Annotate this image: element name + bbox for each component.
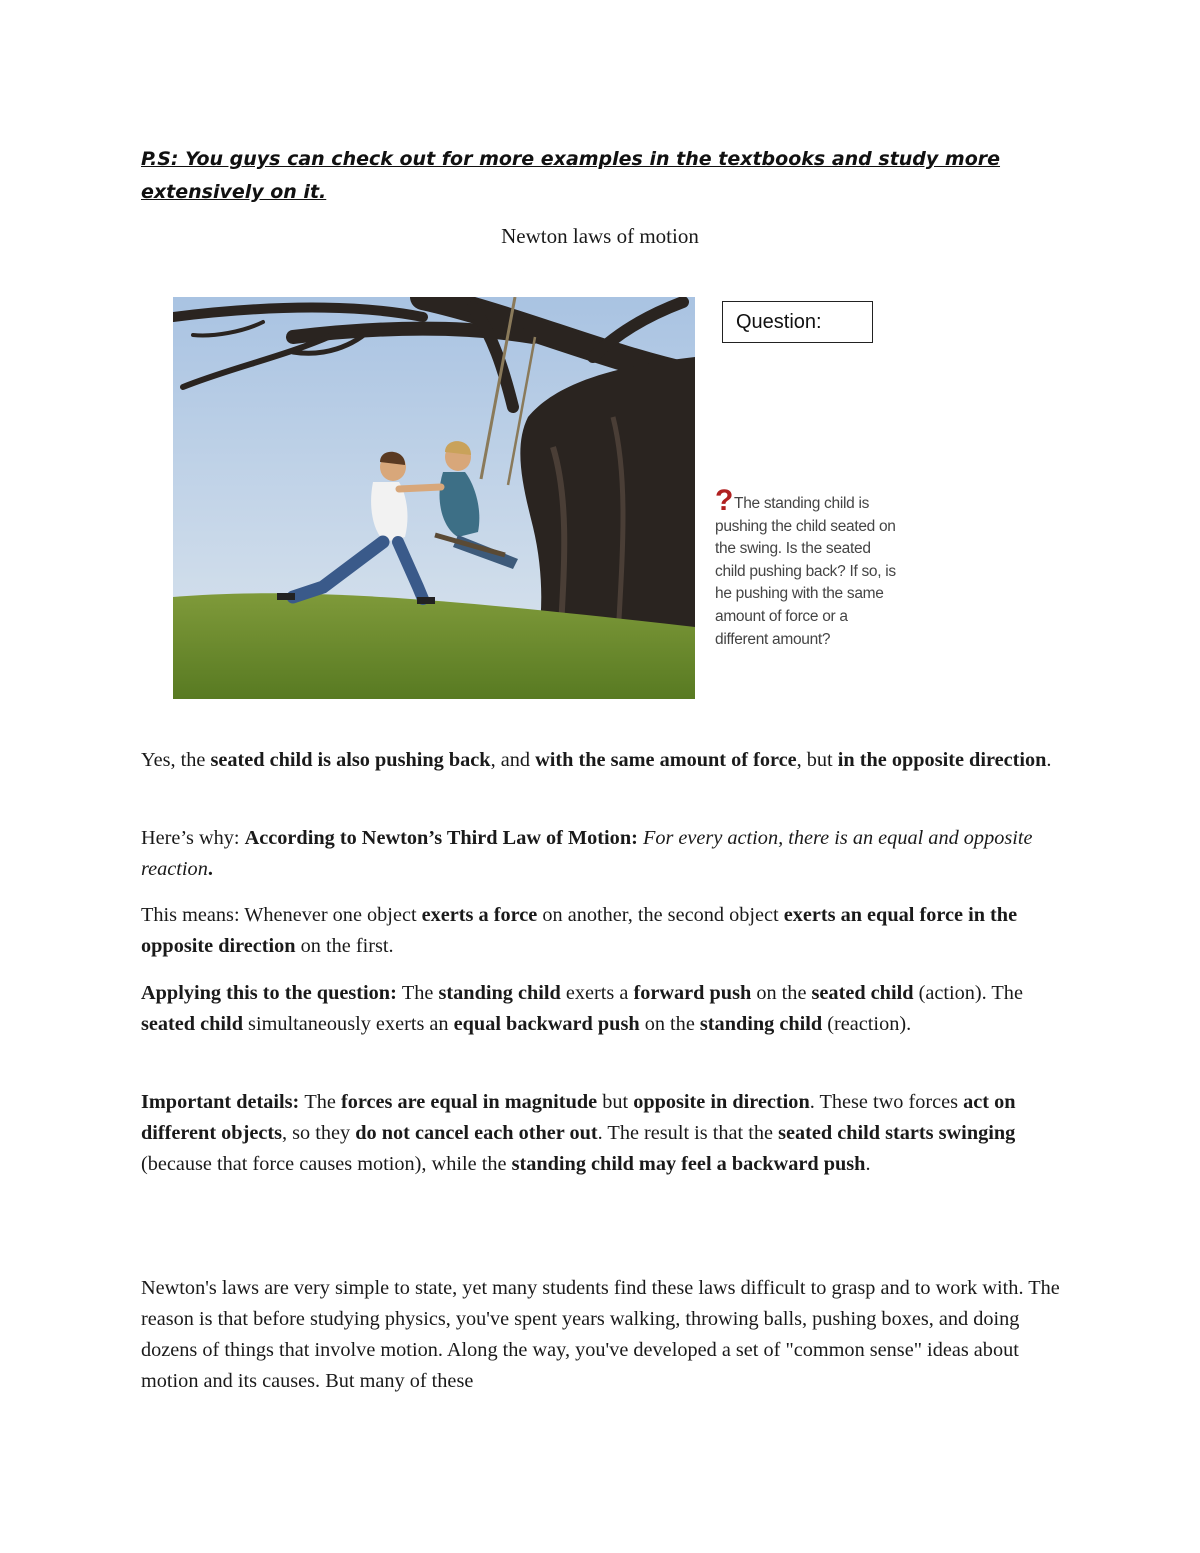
- text-run: forward push: [633, 982, 752, 1004]
- text-run: seated child: [811, 982, 914, 1004]
- text-run: .: [207, 858, 213, 880]
- text-run: act on different objects: [141, 1091, 1016, 1144]
- text-run: Applying this to the question:: [141, 982, 402, 1004]
- text-run: forces are equal in magnitude: [340, 1091, 598, 1113]
- figure-question: [715, 484, 900, 651]
- text-run: on another, the second object: [537, 904, 784, 926]
- figure-question-text: The standing child is pushing the child seated on the swing. Is the seated child pushing back? If so, is he pushing with the same amount of force or a different amount?: [715, 495, 896, 648]
- text-run: seated child starts swinging: [778, 1122, 1016, 1144]
- text-run: exerts a: [560, 982, 634, 1004]
- text-run: This means: Whenever one object: [141, 904, 422, 926]
- text-run: The: [304, 1091, 341, 1113]
- text-run: (because that force causes motion), while the: [141, 1153, 512, 1175]
- answer-paragraph: [141, 745, 1061, 776]
- text-run: equal backward push: [453, 1013, 640, 1035]
- text-run: in the opposite direction: [837, 749, 1047, 771]
- text-run: do not cancel each other out: [355, 1122, 598, 1144]
- text-run: with the same amount of force: [535, 749, 797, 771]
- question-box-label: Question:: [736, 311, 822, 333]
- text-run: seated child: [141, 1013, 243, 1035]
- text-run: , and: [490, 749, 536, 771]
- text-run: standing child may feel a backward push: [511, 1153, 866, 1175]
- text-run: opposite in direction: [633, 1091, 810, 1113]
- means-paragraph: [141, 900, 1061, 962]
- why-paragraph: [141, 823, 1061, 885]
- text-run: Here’s why:: [141, 827, 245, 849]
- text-run: on the: [639, 1013, 700, 1035]
- text-run: (action). The: [913, 982, 1023, 1004]
- text-run: .: [1046, 749, 1052, 771]
- ps-note: P.S: You guys can check out for more examples in the textbooks and study more extensively on it.: [141, 148, 1001, 203]
- page-title: Newton laws of motion: [501, 224, 699, 248]
- closing-paragraph: [141, 1273, 1061, 1397]
- text-run: For every action, there is an equal and opposite reaction: [141, 827, 1033, 880]
- applying-paragraph: [141, 978, 1061, 1040]
- question-box: [722, 301, 873, 343]
- text-run: Newton's laws are very simple to state, yet many students find these laws difficult to grasp and to work with. The reason is that before studying physics, you've spent years walking, throwing balls, pushing boxes, and doing dozens of things that involve motion. Along the way, you've developed a set of "common sense" ideas about motion and its causes. But many of these: [141, 1277, 1060, 1392]
- text-run: . The result is that the: [597, 1122, 779, 1144]
- text-run: exerts an equal force in the opposite direction: [141, 904, 1018, 957]
- text-run: simultaneously exerts an: [242, 1013, 454, 1035]
- text-run: but: [597, 1091, 634, 1113]
- question-mark: ?: [715, 484, 734, 517]
- text-run: on the: [751, 982, 812, 1004]
- swing-photo: [173, 297, 695, 699]
- text-run: According to Newton’s Third Law of Motion:: [244, 827, 643, 849]
- important-paragraph: [141, 1087, 1061, 1180]
- text-run: on the first.: [295, 935, 394, 957]
- text-run: Important details:: [141, 1091, 305, 1113]
- text-run: The: [401, 982, 439, 1004]
- text-run: exerts a force: [421, 904, 538, 926]
- text-run: seated child is also pushing back: [210, 749, 491, 771]
- text-run: , but: [796, 749, 838, 771]
- text-run: . These two forces: [809, 1091, 964, 1113]
- text-run: (reaction).: [822, 1013, 912, 1035]
- text-run: .: [865, 1153, 871, 1175]
- text-run: standing child: [438, 982, 561, 1004]
- text-run: Yes, the: [141, 749, 211, 771]
- text-run: , so they: [282, 1122, 356, 1144]
- text-run: standing child: [699, 1013, 823, 1035]
